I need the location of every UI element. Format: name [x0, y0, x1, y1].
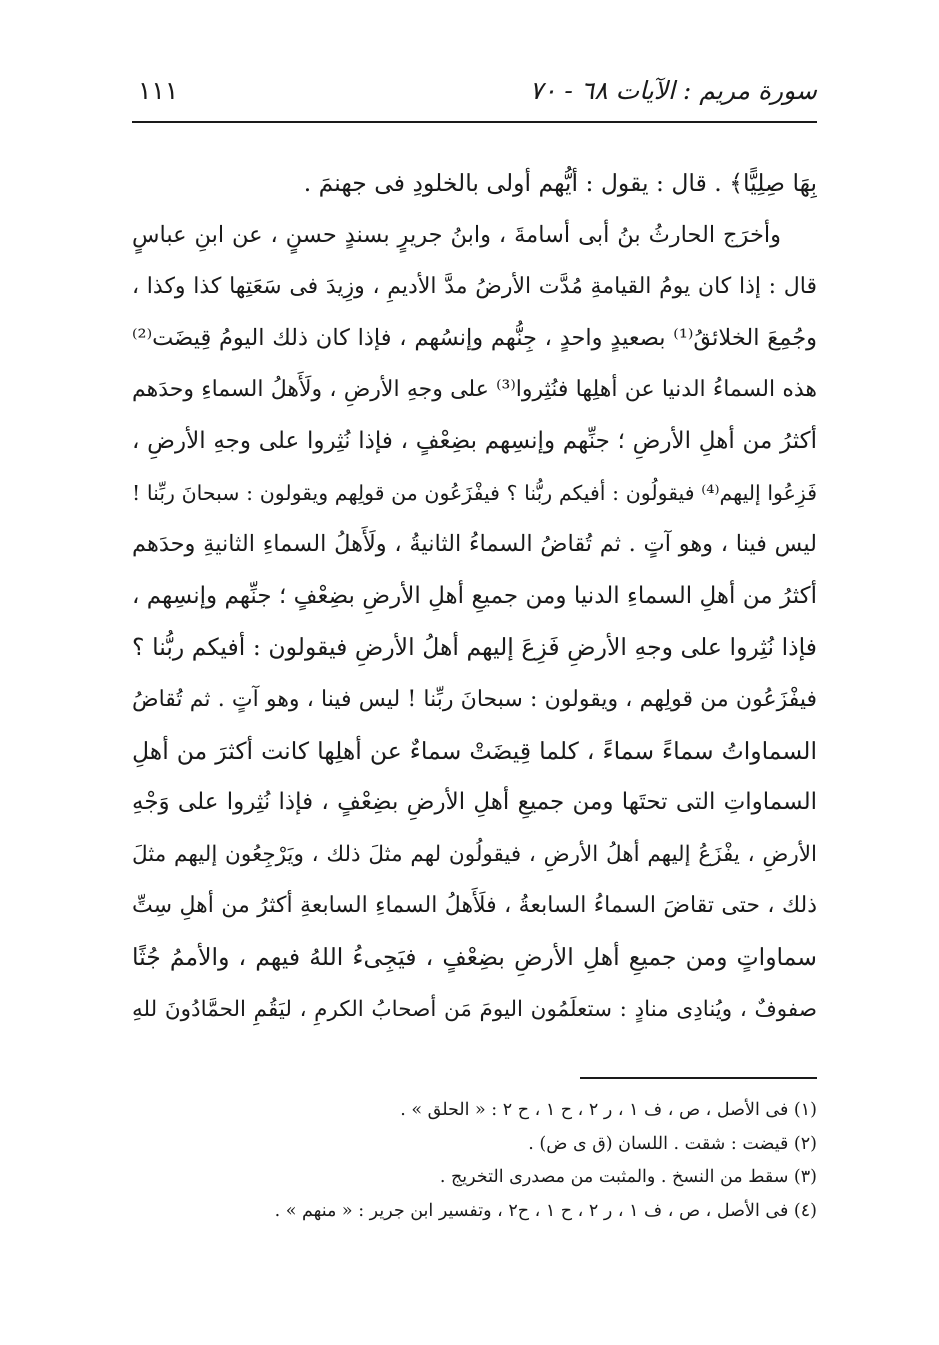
main-text	[132, 158, 817, 1035]
text-line: قال : إذا كان يومُ القيامةِ مُدَّت الأرضُ مدَّ الأديمِ ، وزِيدَ فى سَعَتِها كذا وكذا ،	[132, 274, 817, 300]
text-line: ذلك ، حتى تقاضَ السماءُ السابعةُ ، فلَأَهلُ السماءِ السابعةِ أكثرُ من أهلِ سِتِّ	[132, 893, 817, 919]
text-line: الأرضِ ، يفْزَعُ إليهم أهلُ الأرضِ ، فيقولُون لهم مثلَ ذلك ، ويَرْجِعُون إليهم مثلَ	[132, 841, 817, 867]
text-line: أكثرُ من أهلِ الأرضِ ؛ جنِّهم وإنسِهم بضِعْفٍ ، فإذا نُثِروا على وجهِ الأرضِ ،	[132, 427, 817, 454]
running-header	[132, 72, 817, 122]
text-line: هذه السماءُ الدنيا عن أهلِها فنُثِروا⁽³⁾ على وجهِ الأرضِ ، ولَأَهلُ السماءِ وحدَهم	[132, 377, 817, 403]
footnotes	[132, 1094, 817, 1228]
text-line: فإذا نُثِروا على وجهِ الأرضِ فَزِعَ إليهم أهلُ الأرضِ فيقولون : أفيكم ربُّنا ؟	[132, 633, 817, 662]
text-line: السماواتِ التى تحتَها ومن جميعِ أهلِ الأرضِ بضِعْفٍ ، فإذا نُثِروا على وَجْهِ	[132, 789, 817, 816]
text-line: السماواتُ سماءً سماءً ، كلما قِيضَتْ سماءٌ عن أهلِها كانت أكثرَ من أهلِ	[132, 736, 817, 765]
text-line: فيفْزَعُون من قولِهم ، ويقولون : سبحانَ ربِّنا ! ليس فينا ، وهو آتٍ . ثم تُقاضُ	[132, 686, 817, 712]
footnote: (٤) فى الأصل ، ص ، ف ١ ، ر ٢ ، ح ١ ، ح٢ ، وتفسير ابن جرير : « منهم » .	[274, 1200, 817, 1221]
text-line: ليس فينا ، وهو آتٍ . ثم تُقاضُ السماءُ الثانيةُ ، ولَأَهلُ السماءِ الثانيةِ وحدَهم	[132, 531, 817, 558]
header-divider	[132, 121, 817, 123]
running-title: سورة مريم : الآيات ٦٨ - ٧٠	[529, 76, 817, 105]
footnote: (٢) قيضت : شقت . اللسان (ق ى ض) .	[528, 1133, 817, 1154]
footnote: (١) فى الأصل ، ص ، ف ١ ، ر ٢ ، ح ١ ، ح ٢ : « الحلق » .	[400, 1100, 817, 1120]
page-number: ١١١	[138, 76, 179, 105]
text-line: سماواتٍ ومن جميعِ أهلِ الأرضِ بضِعْفٍ ، فيَجِىءُ اللهُ فيهم ، والأممُ جُثًا	[132, 942, 817, 971]
text-line: وأخرَج الحارثُ بنُ أبى أسامةَ ، وابنُ جريرٍ بسندٍ حسنٍ ، عن ابنِ عباسٍ	[132, 221, 781, 248]
text-line: فَزِعُوا إليهم⁽⁴⁾ فيقولُون : أفيكم ربُّنا ؟ فيفْزَعُون من قولِهم ويقولون : سبحانَ ربِّنا !	[132, 480, 817, 505]
footnote: (٣) سقط من النسخ . والمثبت من مصدرى التخريج .	[439, 1167, 817, 1187]
footnote-divider	[580, 1077, 817, 1079]
text-line: وجُمِعَ الخلائقُ⁽¹⁾ بصعيدٍ واحدٍ ، جِنُّهم وإنسُهم ، فإذا كان ذلك اليومُ قِيضَت⁽²⁾	[132, 324, 817, 351]
text-line: بِهَا صِلِيًّا﴾ . قال : يقول : أيُّهم أولى بالخلودِ فى جهنمَ .	[303, 169, 817, 197]
text-line: صفوفٌ ، ويُنادِى منادٍ : ستعلَمُون اليومَ مَن أصحابُ الكرمِ ، ليَقُمِ الحمَّادُونَ للهِ	[132, 996, 817, 1022]
text-line: أكثرُ من أهلِ السماءِ الدنيا ومن جميعِ أهلِ الأرضِ بضِعْفٍ ؛ جنِّهم وإنسِهم ،	[132, 582, 817, 609]
